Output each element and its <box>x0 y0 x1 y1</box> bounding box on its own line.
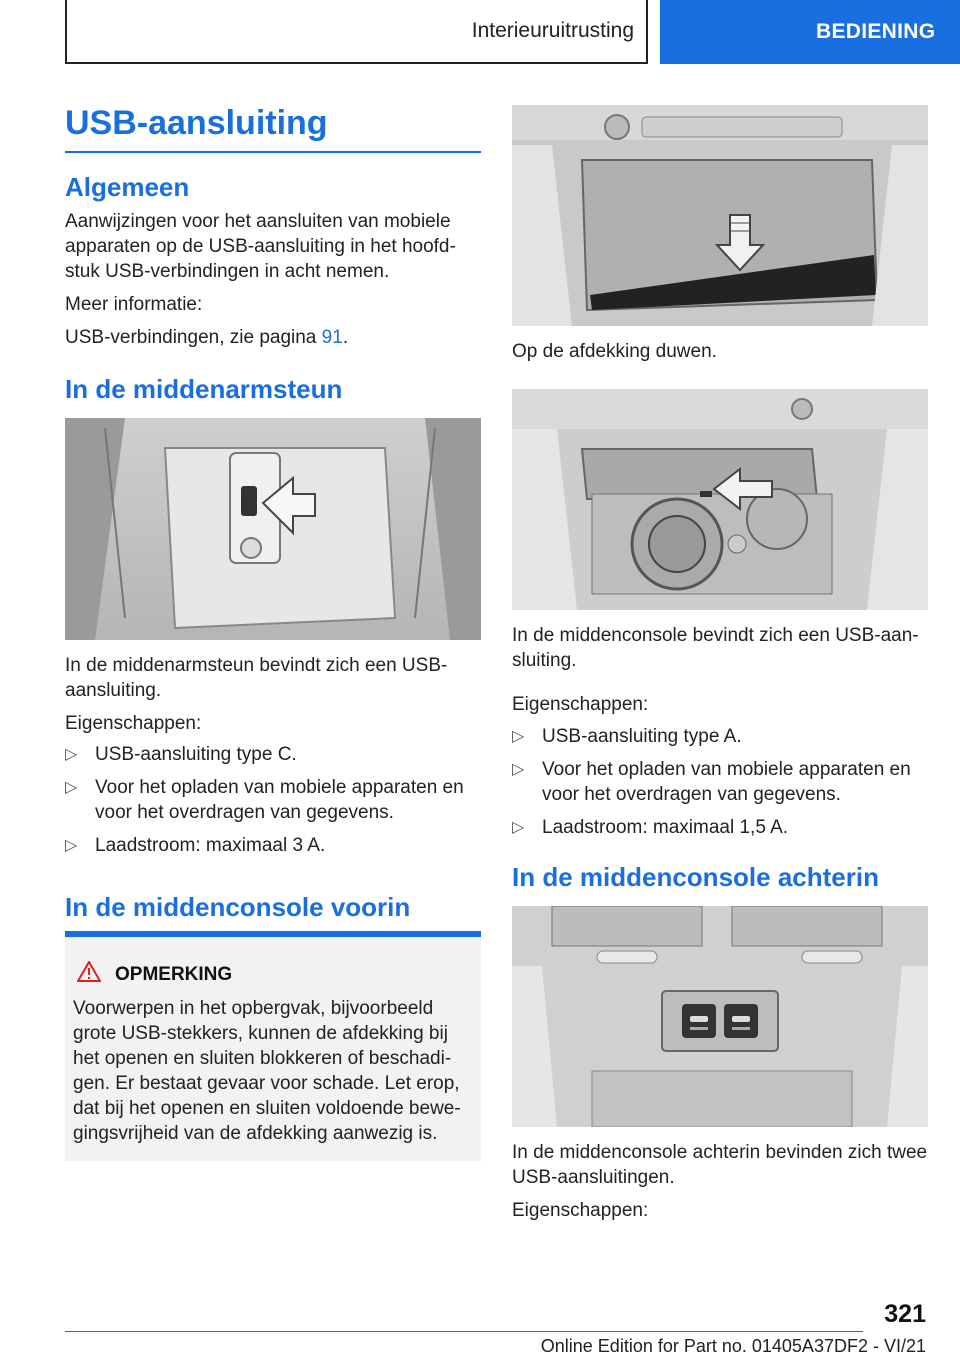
general-text: Aanwijzingen voor het aansluiten van mobiele apparaten op de USB-aansluiting in het hoofd-stuk USB-verbindingen in acht nemen. <box>65 211 456 282</box>
front-console-props-list <box>512 724 922 848</box>
list-item: ▷ Voor het opladen van mobiele apparaten en voor het overdragen van gegevens. <box>512 759 911 805</box>
front-console-description: In de middenconsole bevindt zich een USB-aan-sluiting. <box>512 625 919 671</box>
console-open-usb-photo <box>512 389 928 610</box>
footer-divider <box>65 1331 863 1332</box>
edition-footer: Online Edition for Part no. 01405A37DF2 - VI/21 <box>540 1336 926 1356</box>
section-title: Interieuruitrusting <box>471 19 634 42</box>
list-item: ▷ USB-aansluiting type C. <box>65 744 297 765</box>
bullet-triangle-icon: ▷ <box>512 819 525 836</box>
list-item: ▷ Laadstroom: maximaal 1,5 A. <box>512 817 789 838</box>
page-title: USB-aansluiting <box>65 104 481 153</box>
console-cover-photo <box>512 105 928 326</box>
bullet-triangle-icon: ▷ <box>65 837 78 854</box>
rear-console-usb-photo <box>512 906 928 1127</box>
warning-triangle-icon <box>77 961 101 988</box>
notice-text: Voorwerpen in het opbergvak, bijvoorbeeld grote USB-stekkers, kunnen de afdekking bij het openen en sluiten blokkeren of beschadi-gen. Er bestaat gevaar voor schade. Let erop, dat bij het openen en sluiten voldoende bewe-gingsvrijheid van de afdekking aanwezig is. <box>73 998 461 1144</box>
more-info-label: Meer informatie: <box>65 294 203 315</box>
running-header-chapter <box>660 0 960 64</box>
cross-reference-text: USB-verbindingen, zie pagina <box>65 327 322 348</box>
bullet-triangle-icon: ▷ <box>65 779 78 796</box>
running-header-section <box>65 0 648 64</box>
list-item: ▷ Voor het opladen van mobiele apparaten en voor het overdragen van gegevens. <box>65 777 464 823</box>
cross-reference <box>65 325 481 350</box>
list-item: ▷ Laadstroom: maximaal 3 A. <box>65 835 326 856</box>
armrest-usb-photo <box>65 418 481 640</box>
front-console-props-label: Eigenschappen: <box>512 694 649 715</box>
page-number: 321 <box>884 1300 926 1328</box>
caption-push-cover: Op de afdekking duwen. <box>512 341 717 362</box>
rear-console-props-label: Eigenschappen: <box>512 1200 649 1221</box>
bullet-triangle-icon: ▷ <box>512 728 525 745</box>
armrest-description: In de middenarmsteun bevindt zich een USB-aansluiting. <box>65 655 448 701</box>
armrest-props-list <box>65 742 475 866</box>
heading-front-console: In de middenconsole voorin <box>65 892 411 922</box>
bullet-triangle-icon: ▷ <box>512 761 525 778</box>
heading-rear-console: In de middenconsole achterin <box>512 862 879 892</box>
chapter-title: BEDIENING <box>816 20 936 43</box>
list-item: ▷ USB-aansluiting type A. <box>512 726 742 747</box>
bullet-triangle-icon: ▷ <box>65 746 78 763</box>
rear-console-description: In de middenconsole achterin bevinden zich twee USB-aansluitingen. <box>512 1142 928 1188</box>
heading-armrest: In de middenarmsteun <box>65 374 343 404</box>
heading-general: Algemeen <box>65 172 190 202</box>
cross-reference-suffix: . <box>342 327 349 348</box>
armrest-props-label: Eigenschappen: <box>65 713 202 734</box>
page-link[interactable]: 91 <box>321 327 343 348</box>
notice-box <box>65 931 481 1161</box>
notice-title: OPMERKING <box>77 961 473 988</box>
